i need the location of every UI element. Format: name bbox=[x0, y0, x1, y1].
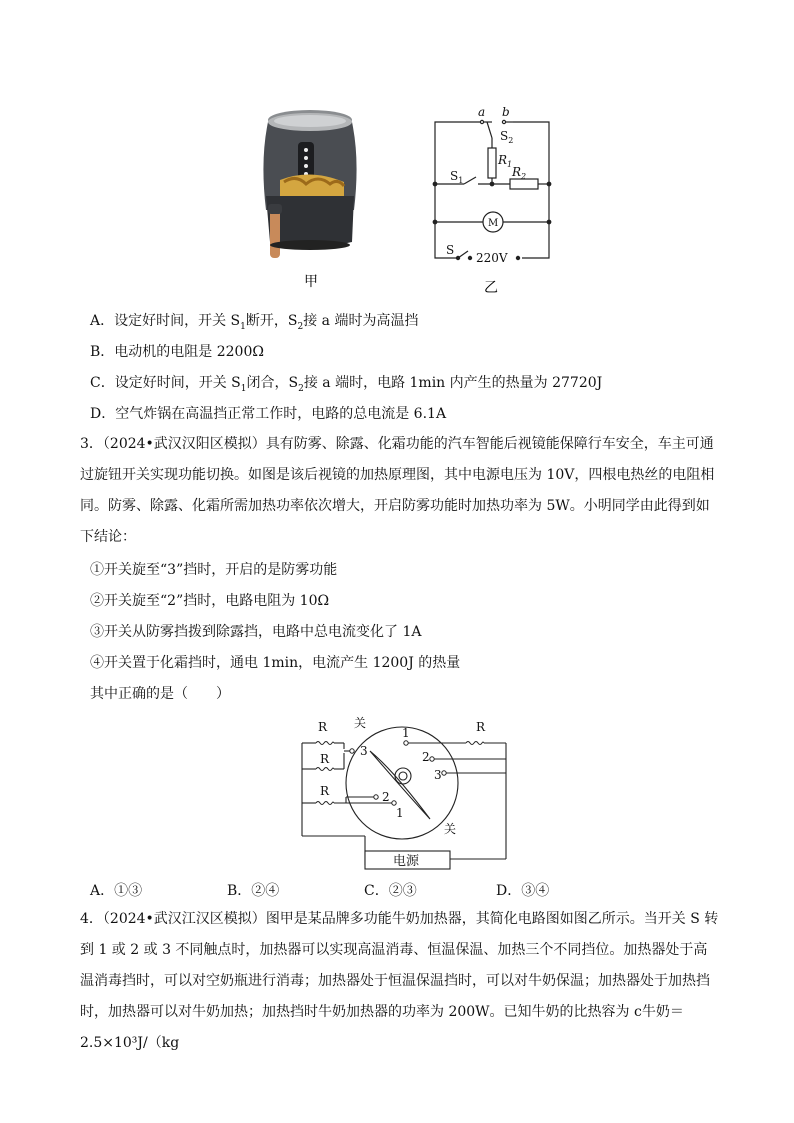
label-motor: M bbox=[488, 218, 499, 229]
q3-statement-1: ①开关旋至“3”挡时，开启的是防雾功能 bbox=[90, 562, 338, 578]
q3-question: 其中正确的是（ ） bbox=[90, 686, 230, 702]
question-3 bbox=[80, 429, 720, 553]
question-4-source: （2024•武汉江汉区模拟） bbox=[102, 911, 266, 927]
q3-statement-3: ③开关从防雾挡拨到除露挡，电路中总电流变化了 1A bbox=[90, 624, 422, 640]
q3-choice-a: A．①③ bbox=[90, 883, 143, 899]
figure-label-yi: 乙 bbox=[484, 280, 498, 296]
option-q2-c: C．设定好时间，开关 $S_1$闭合，$S_2$接 a 端时，电路 1min 内产生的热量为 27720J bbox=[90, 375, 603, 394]
q3-statement-4: ④开关置于化霜挡时，通电 1min，电流产生 1200J 的热量 bbox=[90, 655, 461, 671]
rotary-switch-svg bbox=[290, 713, 520, 873]
option-q2-a: A．设定好时间，开关 $S_1$断开，$S_2$接 a 端时为高温挡 bbox=[90, 313, 419, 332]
label-voltage: 220V bbox=[476, 251, 508, 265]
figure-rotary-switch bbox=[290, 713, 520, 873]
figure-label-jia: 甲 bbox=[304, 274, 318, 290]
label-contact-3-left: 3 bbox=[360, 744, 368, 758]
option-q2-b: B．电动机的电阻是 2200Ω bbox=[90, 344, 264, 360]
label-s1: $S_1$ bbox=[450, 169, 464, 185]
label-s2: $S_2$ bbox=[500, 129, 514, 145]
label-guan-top: 关 bbox=[354, 716, 367, 730]
question-4 bbox=[80, 904, 720, 1059]
question-3-number: 3． bbox=[80, 436, 103, 452]
label-r-top-left: R bbox=[318, 720, 328, 734]
q3-choice-c: C．②③ bbox=[364, 883, 417, 899]
figure-svg bbox=[240, 100, 560, 300]
question-3-text: 具有防雾、除露、化霜功能的汽车智能后视镜能保障行车安全，车主可通过旋钮开关实现功能切换。如图是该后视镜的加热原理图，其中电源电压为 10V，四根电热丝的电阻相同。防雾、除露、化霜所需加热功率依次增大，开启防雾功能时加热功率为 5W。小明同学由此得到如下结论： bbox=[80, 436, 715, 545]
question-3-source: （2024•武汉汉阳区模拟） bbox=[102, 436, 266, 452]
figure-air-fryer-circuit bbox=[240, 100, 560, 300]
rotary-circuit-wires bbox=[302, 727, 506, 869]
air-fryer-image bbox=[263, 110, 356, 258]
q3-choice-d: D．③④ bbox=[496, 883, 550, 899]
label-power-source: 电源 bbox=[393, 854, 420, 869]
label-r-bottom-left: R bbox=[320, 784, 330, 798]
q3-statement-2: ②开关旋至“2”挡时，电路电阻为 10Ω bbox=[90, 593, 330, 609]
label-s: S bbox=[446, 243, 455, 257]
label-r-mid-left: R bbox=[320, 752, 330, 766]
circuit-diagram bbox=[433, 120, 551, 259]
question-4-number: 4． bbox=[80, 911, 103, 927]
label-contact-2-left: 2 bbox=[382, 790, 390, 804]
q3-choice-b: B．②④ bbox=[227, 883, 280, 899]
question-4-text: 图甲是某品牌多功能牛奶加热器，其简化电路图如图乙所示。当开关 S 转到 1 或 2 或 3 不同触点时，加热器可以实现高温消毒、恒温保温、加热三个不同挡位。加热器处于高温消毒挡时，可以对空奶瓶进行消毒；加热器处于恒温保温挡时，可以对牛奶保温；加热器处于加热挡时，加热器可以对牛奶加热；加热挡时牛奶加热器的功率为 200W。已知牛奶的比热容为 c牛奶＝2.5×10³J/（kg bbox=[80, 911, 719, 1051]
q3-choices bbox=[90, 880, 690, 902]
label-contact-3-right: 3 bbox=[434, 768, 442, 782]
label-r1: $R_1$ bbox=[498, 153, 513, 169]
label-guan-bottom: 关 bbox=[444, 822, 457, 836]
label-a: a bbox=[478, 105, 486, 119]
label-r-right: R bbox=[476, 720, 486, 734]
label-contact-1-bottom: 1 bbox=[396, 806, 404, 820]
label-contact-1-top: 1 bbox=[402, 726, 410, 740]
label-b: b bbox=[502, 105, 510, 119]
option-q2-d: D．空气炸锅在高温挡正常工作时，电路的总电流是 6.1A bbox=[90, 406, 447, 422]
label-contact-2-right: 2 bbox=[422, 750, 430, 764]
label-r2: $R_2$ bbox=[512, 165, 527, 181]
